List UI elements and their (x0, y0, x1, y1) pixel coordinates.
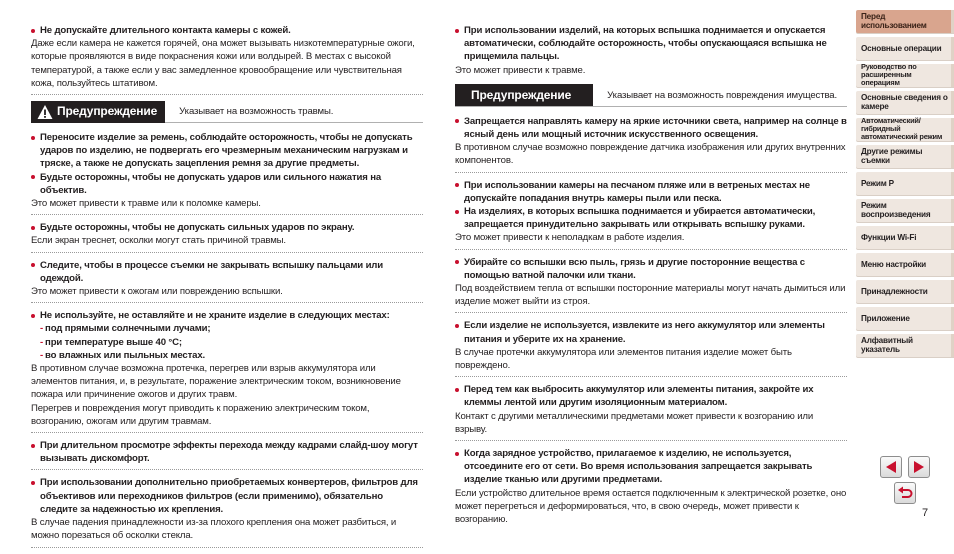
next-page-button[interactable] (908, 456, 930, 478)
sidebar-item-before-use[interactable]: Перед использованием (856, 10, 954, 33)
beach-bullet-2: На изделиях, в которых вспышка поднимается и убирается автоматически, запрещается принудительно закрывать или открывать вспышку руками. (455, 205, 847, 231)
sidebar-item-auto-mode[interactable]: Автоматический/гибридный автоматический режим (856, 118, 954, 141)
flash-fingers-text: Это может привести к ожогам или повреждению вспышки. (31, 286, 283, 298)
sidebar-item-playback-mode[interactable]: Режим воспроизведения (856, 199, 954, 222)
beach-text: Это может привести к неполадкам в работе изделия. (455, 232, 685, 244)
converters-section (31, 476, 423, 547)
warning-label-box (31, 101, 165, 123)
caution-label: Предупреждение (471, 87, 572, 102)
places-item: - при температуре выше 40 °C; (40, 336, 182, 348)
sidebar-item-p-mode[interactable]: Режим P (856, 172, 954, 195)
insulate-title: Перед тем как выбросить аккумулятор или элементы питания, закройте их клеммы лентой или другим изоляционным материалом. (455, 383, 847, 409)
strap-text: Это может привести к травме или к поломке камеры. (31, 198, 261, 210)
sun-text: В противном случае возможно повреждение датчика изображения или других внутренних компонентов. (455, 142, 846, 167)
slideshow-section (31, 439, 423, 470)
places-text-1: В противном случае возможна протечка, перегрев или взрыв аккумулятора или элементов питания, и, в результате, поражение электрическим током, возникновение пожара или причинение ожогов и других травм. (31, 363, 401, 401)
skin-contact-title: Не допускайте длительного контакта камеры с кожей. (31, 24, 423, 37)
dust-text: Под воздействием тепла от вспышки посторонние материалы могут начать дымиться или изделие может выйти из строя. (455, 283, 846, 308)
page-number: 7 (922, 507, 929, 519)
sidebar-item-basic-operations[interactable]: Основные операции (856, 37, 954, 60)
charger-section (455, 447, 847, 530)
strap-bullet-2: Будьте осторожны, чтобы не допускать ударов или сильного нажатия на объектив. (31, 171, 423, 197)
places-title: Не используйте, не оставляйте и не храните изделие в следующих местах: (31, 309, 423, 322)
popup-flash-section (455, 24, 847, 77)
screen-title: Будьте осторожны, чтобы не допускать сильных ударов по экрану. (31, 221, 423, 234)
insulate-text: Контакт с другими металлическими предметами может привести к возгоранию или взрыву. (455, 410, 814, 435)
sidebar-item-setup-menu[interactable]: Меню настройки (856, 253, 954, 276)
strap-bullet-1: Переносите изделие за ремень, соблюдайте осторожность, чтобы не допускать ударов по изделию, не подвергать его чрезмерным механическим нагрузкам и тряске, а также не допускать зацепления ремня за другие предметы. (31, 131, 423, 171)
beach-bullet-1: При использовании камеры на песчаном пляже или в ветреных местах не допускайте попадания внутрь камеры пыли или песка. (455, 179, 847, 205)
triangle-right-icon (913, 460, 925, 474)
skin-contact-section (31, 24, 423, 95)
popup-flash-text: Это может привести к травме. (455, 64, 586, 76)
charger-title: Когда зарядное устройство, прилагаемое к изделию, не используется, отсоедините его от сети. Во время использования запрещается закрывать изделие тканью или другими предметами. (455, 447, 847, 487)
sidebar-item-accessories[interactable]: Принадлежности (856, 280, 954, 303)
converters-title: При использовании дополнительно приобретаемых конвертеров, фильтров для объективов или переходников фильтров (если применимо), обязательно следите за надежностью их крепления. (31, 476, 423, 516)
charger-text: Если устройство длительное время остается подключенным к электрической розетке, оно может перегреться и деформироваться, что, в свою очередь, может привести к возгоранию. (455, 487, 847, 526)
battery-title: Если изделие не используется, извлеките из него аккумулятор или элементы питания и уберите их на хранение. (455, 319, 847, 345)
section-sidebar (856, 10, 954, 361)
caution-header (455, 85, 847, 107)
slideshow-title: При длительном просмотре эффекты перехода между кадрами слайд-шоу могут вызывать дискомфорт. (31, 439, 423, 465)
flash-fingers-title: Следите, чтобы в процессе съемки не закрывать вспышку пальцами или одеждой. (31, 259, 423, 285)
sidebar-item-other-modes[interactable]: Другие режимы съемки (856, 145, 954, 168)
left-column (31, 24, 423, 554)
dust-section (455, 256, 847, 314)
beach-section (455, 179, 847, 250)
sidebar-item-advanced-guide[interactable]: Руководство по расширенным операциям (856, 64, 954, 87)
sidebar-item-wifi[interactable]: Функции Wi-Fi (856, 226, 954, 249)
insulate-section (455, 383, 847, 441)
warning-header (31, 101, 423, 123)
converters-text: В случае падения принадлежности из-за плохого крепления она может разбиться, и можно порезаться об осколки стекла. (31, 517, 397, 542)
previous-page-button[interactable] (880, 456, 902, 478)
places-item: - во влажных или пыльных местах. (40, 349, 206, 361)
screen-section (31, 221, 423, 252)
sun-section (455, 115, 847, 173)
caution-label-box (455, 84, 593, 106)
exclamation-triangle-icon (37, 104, 53, 120)
places-section (31, 309, 423, 433)
sidebar-item-appendix[interactable]: Приложение (856, 307, 954, 330)
warning-label: Предупреждение (57, 103, 158, 118)
return-button[interactable] (894, 482, 916, 504)
return-arrow-icon (897, 486, 913, 500)
popup-flash-title: При использовании изделий, на которых вспышка поднимается и опускается автоматически, соблюдайте осторожность, чтобы опускающаяся вспышка не прищемила пальцы. (455, 24, 847, 64)
battery-text: В случае протечки аккумулятора или элементов питания изделие может быть повреждено. (455, 346, 792, 372)
places-item: - под прямыми солнечными лучами; (40, 323, 211, 335)
right-column (455, 24, 847, 536)
triangle-left-icon (885, 460, 897, 474)
screen-text: Если экран треснет, осколки могут стать причиной травмы. (31, 235, 286, 247)
flash-fingers-section (31, 259, 423, 304)
caution-description: Указывает на возможность повреждения имущества. (607, 89, 837, 101)
dust-title: Убирайте со вспышки всю пыль, грязь и другие посторонние вещества с помощью ватной палочки или ткани. (455, 256, 847, 282)
warning-description: Указывает на возможность травмы. (179, 105, 334, 117)
places-text-2: Перегрев и повреждения могут приводить к поражению электрическим током, возгоранию, ожогам или другим травмам. (31, 402, 370, 427)
sidebar-item-index[interactable]: Алфавитный указатель (856, 334, 954, 357)
sidebar-item-camera-basics[interactable]: Основные сведения о камере (856, 91, 954, 114)
strap-section (31, 131, 423, 215)
skin-contact-text: Даже если камера не кажется горячей, она может вызывать низкотемпературные ожоги, которые проявляются в виде покраснения кожи или волдырей. В местах с высокой температурой, а также если у вас замедленное кровообращение или чувствительная кожа, пользуйтесь штативом. (31, 38, 415, 89)
sun-title: Запрещается направлять камеру на яркие источники света, например на солнце в ясный день или мощный источник искусственного освещения. (455, 115, 847, 141)
battery-section (455, 319, 847, 377)
